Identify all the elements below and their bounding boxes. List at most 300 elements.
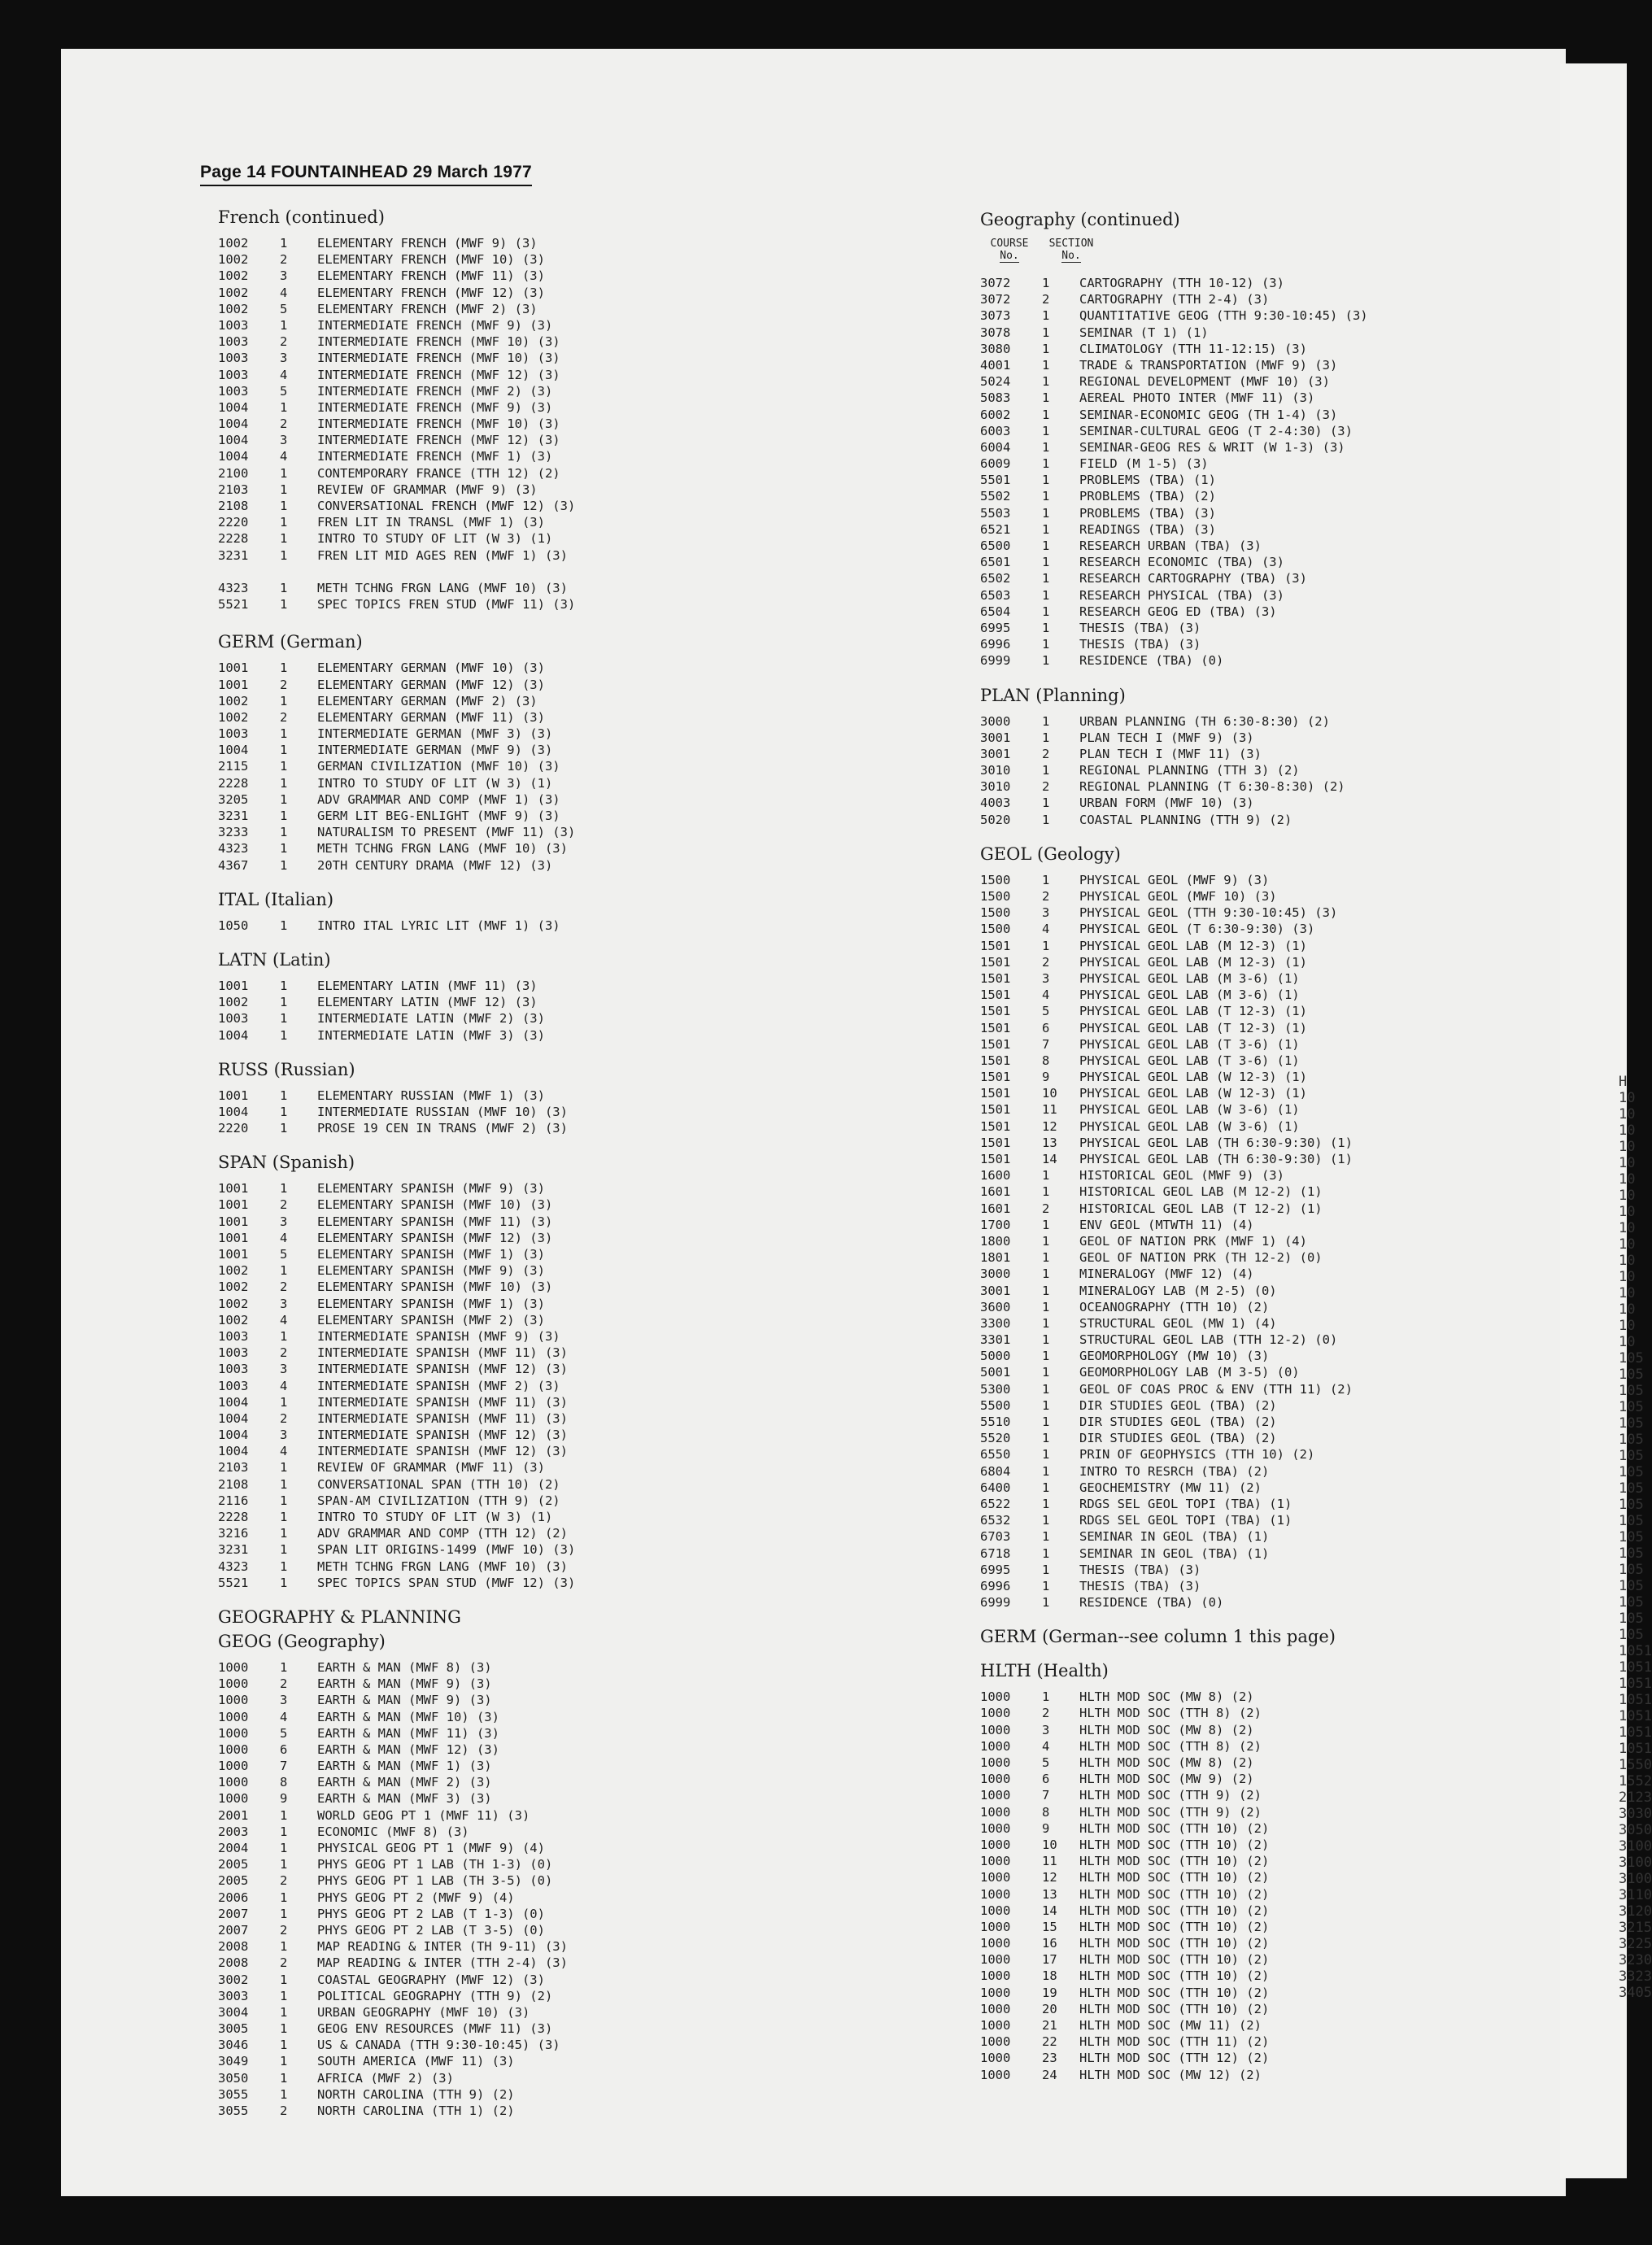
course-title: ELEMENTARY SPANISH (MWF 10) (3): [317, 1197, 553, 1213]
section-number: 1: [280, 775, 288, 791]
course-number: 3005: [218, 2021, 249, 2037]
section-number: 4: [280, 1312, 288, 1327]
course-title: INTERMEDIATE SPANISH (MWF 12) (3): [317, 1428, 568, 1443]
course-row: [980, 1951, 1501, 1968]
course-row: [218, 1676, 673, 1692]
course-number: 2103: [218, 482, 249, 497]
course-row: [980, 1886, 1501, 1903]
course-number: 1500: [980, 889, 1011, 904]
course-title: ELEMENTARY SPANISH (MWF 11) (3): [317, 1214, 553, 1229]
section-number: 5: [280, 1725, 288, 1741]
course-title: CONVERSATIONAL FRENCH (MWF 12) (3): [317, 499, 576, 513]
course-title: REVIEW OF GRAMMAR (MWF 11) (3): [317, 1460, 545, 1476]
section-number: 3: [280, 1362, 288, 1377]
course-row: [980, 1869, 1501, 1885]
course-title: ELEMENTARY RUSSIAN (MWF 1) (3): [317, 1088, 545, 1103]
course-number: 1003: [218, 351, 249, 366]
section-number: 1: [1042, 1217, 1050, 1232]
course-number: 3001: [980, 1283, 1011, 1298]
course-row: [218, 726, 673, 742]
fragment-text: 105: [1619, 1545, 1644, 1562]
course-title: ELEMENTARY SPANISH (MWF 1) (3): [317, 1296, 545, 1311]
course-row: [980, 938, 1501, 954]
course-number: 6718: [980, 1545, 1011, 1561]
course-number: 1050: [218, 918, 249, 933]
fragment-text: 3120: [1619, 1903, 1652, 1920]
course-number: 2220: [218, 1121, 249, 1136]
section-number: 1: [1042, 407, 1050, 422]
course-row: [980, 762, 1501, 778]
section-number: 2: [280, 1955, 288, 1971]
course-number: 3231: [218, 809, 249, 823]
course-row: [218, 824, 673, 840]
course-title: MINERALOGY (MWF 12) (4): [1079, 1266, 1254, 1282]
course-number: 5500: [980, 1397, 1011, 1413]
column-headers: [980, 238, 1501, 262]
course-row: [218, 2070, 673, 2086]
fragment-text: 3405: [1619, 1985, 1652, 2001]
course-row: [218, 1104, 673, 1120]
course-row: [980, 652, 1501, 669]
course-row: [218, 285, 673, 301]
course-title: GEOL OF NATION PRK (TH 12-2) (0): [1079, 1250, 1323, 1266]
course-title: HLTH MOD SOC (MW 12) (2): [1079, 2067, 1262, 2082]
section-number: 6: [1042, 1772, 1050, 1787]
course-number: 1002: [218, 693, 249, 708]
section-number: 1: [280, 1263, 288, 1279]
fragment-text: 3030: [1619, 1806, 1652, 1822]
fragment-text: 1051: [1619, 1659, 1652, 1676]
course-row: [980, 2034, 1501, 2050]
section-number: 1: [1042, 620, 1050, 635]
course-title: GERM LIT BEG-ENLIGHT (MWF 9) (3): [317, 809, 560, 823]
section-number: 4: [280, 1709, 288, 1724]
course-title: RESEARCH GEOG ED (TBA) (3): [1079, 604, 1277, 619]
course-number: 1003: [218, 726, 249, 742]
course-row: [218, 1312, 673, 1328]
course-number: 5521: [218, 1575, 249, 1590]
course-title: ELEMENTARY GERMAN (MWF 2) (3): [317, 693, 538, 708]
course-title: PHYS GEOG PT 1 LAB (TH 1-3) (0): [317, 1857, 553, 1872]
course-row: [980, 472, 1501, 488]
section-number: 4: [280, 367, 288, 382]
course-title: COASTAL GEOGRAPHY (MWF 12) (3): [317, 1972, 545, 1987]
course-section: [218, 890, 673, 934]
course-title: INTERMEDIATE FRENCH (MWF 10) (3): [317, 351, 560, 366]
section-number: 1: [1042, 1513, 1050, 1528]
course-number: 1000: [980, 1903, 1011, 1918]
course-row: [218, 1230, 673, 1246]
course-row: [980, 1528, 1501, 1545]
section-number: 4: [1042, 987, 1050, 1003]
course-number: 6003: [980, 423, 1011, 438]
course-title: RDGS SEL GEOL TOPI (TBA) (1): [1079, 1496, 1292, 1511]
course-title: REGIONAL PLANNING (T 6:30-8:30) (2): [1079, 779, 1345, 795]
course-row: [218, 1972, 673, 1988]
section-number: 2: [280, 1676, 288, 1692]
section-number: 3: [1042, 970, 1050, 986]
section-number: 21: [1042, 2018, 1057, 2033]
section-number: 1: [1042, 1315, 1050, 1331]
course-number: 1000: [980, 1804, 1011, 1820]
section-number: 1: [280, 1121, 288, 1136]
course-row: [218, 564, 673, 580]
course-title: INTERMEDIATE SPANISH (MWF 11) (3): [317, 1394, 568, 1410]
course-number: 1003: [218, 1328, 249, 1344]
course-row: [980, 604, 1501, 620]
course-number: 1002: [218, 1263, 249, 1279]
course-title: PHYSICAL GEOL (MWF 10) (3): [1079, 889, 1277, 904]
course-no-header: [980, 238, 1039, 262]
course-section: [980, 686, 1501, 828]
course-title: HLTH MOD SOC (TTH 9) (2): [1079, 1788, 1262, 1803]
section-number: 1: [280, 1460, 288, 1476]
course-row: [218, 580, 673, 596]
fragment-text: 105: [1619, 1578, 1644, 1594]
course-row: [218, 235, 673, 251]
course-row: [980, 905, 1501, 921]
course-number: 2006: [218, 1890, 249, 1905]
course-number: 1501: [980, 1118, 1011, 1134]
course-title: SPAN-AM CIVILIZATION (TTH 9) (2): [317, 1493, 560, 1508]
course-row: [980, 1545, 1501, 1562]
section-title: SPAN (Spanish): [218, 1153, 355, 1173]
course-number: 1001: [218, 1214, 249, 1229]
course-row: [980, 373, 1501, 390]
course-number: 1000: [980, 1968, 1011, 1984]
section-number: 1: [280, 465, 288, 481]
section-number: 17: [1042, 1952, 1057, 1968]
course-title: HLTH MOD SOC (TTH 10) (2): [1079, 1985, 1270, 2000]
course-number: 1800: [980, 1233, 1011, 1249]
course-number: 2228: [218, 531, 249, 547]
course-number: 1001: [218, 677, 249, 692]
course-number: 1000: [980, 2034, 1011, 2050]
section-number: 5: [1042, 1755, 1050, 1770]
course-title: HLTH MOD SOC (TTH 10) (2): [1079, 1952, 1270, 1968]
fragment-text: 3110: [1619, 1887, 1652, 1903]
section-number: 1: [280, 399, 288, 415]
course-number: 1501: [980, 1036, 1011, 1052]
section-number: 4: [280, 285, 288, 300]
course-title: ELEMENTARY LATIN (MWF 12) (3): [317, 995, 538, 1010]
fragment-text: 3323: [1619, 1968, 1652, 1985]
course-title: PHYSICAL GEOL LAB (M 3-6) (1): [1079, 970, 1300, 986]
course-title: NATURALISM TO PRESENT (MWF 11) (3): [317, 825, 576, 840]
course-row: [218, 2004, 673, 2020]
course-title: ADV GRAMMAR AND COMP (MWF 1) (3): [317, 791, 560, 807]
course-title: PHYSICAL GEOL LAB (M 12-3) (1): [1079, 938, 1307, 953]
course-title: REGIONAL DEVELOPMENT (MWF 10) (3): [1079, 374, 1330, 390]
course-number: 3002: [218, 1972, 249, 1987]
course-row: [218, 268, 673, 284]
course-number: 1000: [980, 1837, 1011, 1852]
section-number: 1: [1042, 308, 1050, 324]
section-number: 1: [280, 978, 288, 993]
course-title: SOUTH AMERICA (MWF 11) (3): [317, 2054, 515, 2069]
section-number: 11: [1042, 1102, 1057, 1118]
course-number: 3001: [980, 730, 1011, 745]
section-number: 3: [280, 1693, 288, 1708]
course-title: SEMINAR (T 1) (1): [1079, 325, 1209, 340]
course-row: [218, 1692, 673, 1708]
course-title: SPEC TOPICS SPAN STUD (MWF 12) (3): [317, 1575, 576, 1590]
course-title: METH TCHNG FRGN LANG (MWF 10) (3): [317, 841, 568, 857]
course-row: [218, 918, 673, 934]
course-title: INTRO TO RESRCH (TBA) (2): [1079, 1463, 1270, 1479]
section-number: 1: [1042, 1595, 1050, 1611]
course-title: GEOL OF NATION PRK (MWF 1) (4): [1079, 1233, 1307, 1249]
course-number: 1001: [218, 1197, 249, 1213]
section-number: 2: [1042, 1706, 1050, 1721]
course-row: [218, 1476, 673, 1493]
course-row: [980, 554, 1501, 570]
section-number: 1: [1042, 276, 1050, 290]
course-row: [980, 1332, 1501, 1348]
course-row: [218, 317, 673, 333]
course-title: INTERMEDIATE FRENCH (MWF 12) (3): [317, 367, 560, 382]
section-number: 4: [1042, 1738, 1050, 1754]
fragment-text: 10: [1619, 1253, 1636, 1269]
course-number: 1002: [218, 268, 249, 284]
section-number: 1: [1042, 473, 1050, 488]
course-row: [980, 1738, 1501, 1755]
course-number: 1700: [980, 1217, 1011, 1232]
course-number: 1001: [218, 1247, 249, 1262]
course-row: [218, 1328, 673, 1345]
course-row: [980, 1020, 1501, 1036]
course-section: [218, 950, 673, 1044]
course-row: [980, 521, 1501, 538]
course-row: [980, 713, 1501, 730]
course-title: HLTH MOD SOC (TTH 10) (2): [1079, 1936, 1270, 1951]
course-number: 2115: [218, 759, 249, 774]
section-number: 1: [280, 1988, 288, 2003]
section-number: 1: [280, 2070, 288, 2086]
course-row: [980, 795, 1501, 811]
course-title: PHYSICAL GEOL LAB (TH 6:30-9:30) (1): [1079, 1135, 1353, 1150]
section-number: 15: [1042, 1919, 1057, 1934]
section-number: 1: [280, 791, 288, 807]
course-row: [218, 1758, 673, 1774]
course-row: [980, 636, 1501, 652]
section-number: 1: [280, 1841, 288, 1855]
section-title: GEOG (Geography): [218, 1631, 386, 1651]
course-number: 1002: [218, 252, 249, 268]
section-number: 14: [1042, 1903, 1057, 1918]
course-title: AEREAL PHOTO INTER (MWF 11) (3): [1079, 390, 1315, 406]
course-row: [980, 1689, 1501, 1705]
fragment-text: 10: [1619, 1269, 1636, 1285]
course-number: 2220: [218, 515, 249, 530]
course-row: [218, 808, 673, 824]
course-number: 4003: [980, 796, 1011, 811]
course-number: 1000: [980, 2051, 1011, 2066]
section-number: 2: [280, 677, 288, 692]
course-title: PLAN TECH I (MWF 9) (3): [1079, 730, 1254, 745]
section-number: 1: [280, 809, 288, 823]
fragment-text: 10: [1619, 1090, 1636, 1106]
section-number: 1: [280, 1181, 288, 1197]
course-number: 1004: [218, 1104, 249, 1119]
course-title: REVIEW OF GRAMMAR (MWF 9) (3): [317, 482, 538, 497]
course-row: [218, 333, 673, 350]
course-title: INTERMEDIATE FRENCH (MWF 10) (3): [317, 416, 560, 432]
course-title: HLTH MOD SOC (TTH 10) (2): [1079, 1820, 1270, 1836]
course-title: PHYSICAL GEOL (MWF 9) (3): [1079, 872, 1270, 887]
section-number: 1: [280, 918, 288, 933]
course-number: 1000: [218, 1791, 249, 1807]
course-row: [980, 325, 1501, 341]
fragment-text: 10: [1619, 1236, 1636, 1253]
course-row: [980, 1233, 1501, 1249]
fragment-text: 105: [1619, 1480, 1644, 1497]
fragment-text: 105: [1619, 1350, 1644, 1367]
course-row: [218, 1361, 673, 1377]
course-number: 1501: [980, 954, 1011, 970]
course-row: [980, 1804, 1501, 1820]
course-title: HLTH MOD SOC (TTH 10) (2): [1079, 1837, 1270, 1852]
section-number: 3: [1042, 905, 1050, 921]
course-title: HLTH MOD SOC (TTH 10) (2): [1079, 1919, 1270, 1934]
section-number: 1: [1042, 1233, 1050, 1249]
course-title: PHYS GEOG PT 1 LAB (TH 3-5) (0): [317, 1873, 553, 1889]
fragment-text: 1051: [1619, 1724, 1652, 1741]
course-row: [980, 1381, 1501, 1397]
course-number: 2228: [218, 1510, 249, 1524]
course-number: 1501: [980, 938, 1011, 953]
course-title: ENV GEOL (MTWTH 11) (4): [1079, 1217, 1254, 1232]
course-title: INTERMEDIATE SPANISH (MWF 11) (3): [317, 1345, 568, 1361]
course-row: [218, 2053, 673, 2069]
course-row: [218, 448, 673, 464]
section-title: French (continued): [218, 207, 385, 227]
course-number: 1000: [980, 1820, 1011, 1836]
course-title: FREN LIT IN TRANSL (MWF 1) (3): [317, 515, 545, 530]
adjacent-page-edge: [1560, 63, 1627, 2178]
course-row: [218, 978, 673, 994]
course-title: EARTH & MAN (MWF 9) (3): [317, 1693, 492, 1708]
course-number: 6996: [980, 637, 1011, 652]
section-number: 1: [1042, 571, 1050, 586]
section-number: 4: [1042, 922, 1050, 937]
section-number: 19: [1042, 1985, 1057, 2000]
course-title: INTRO ITAL LYRIC LIT (MWF 1) (3): [317, 918, 560, 933]
course-row: [980, 1837, 1501, 1853]
fragment-text: 105: [1619, 1562, 1644, 1578]
course-title: INTERMEDIATE LATIN (MWF 2) (3): [317, 1011, 545, 1027]
course-number: 6002: [980, 407, 1011, 422]
course-row: [218, 482, 673, 498]
course-row: [980, 1446, 1501, 1463]
course-title: INTRO TO STUDY OF LIT (W 3) (1): [317, 775, 553, 791]
course-number: 1001: [218, 1230, 249, 1245]
course-number: 2007: [218, 1922, 249, 1938]
section-number: 5: [280, 301, 288, 316]
course-title: INTERMEDIATE GERMAN (MWF 9) (3): [317, 743, 553, 758]
course-row: [980, 1853, 1501, 1869]
course-row: [218, 1197, 673, 1213]
section-number: 1: [1042, 1496, 1050, 1511]
course-number: 1004: [218, 1410, 249, 1426]
section-no-header: [1039, 238, 1104, 262]
course-title: ELEMENTARY FRENCH (MWF 12) (3): [317, 285, 545, 300]
course-title: AFRICA (MWF 2) (3): [317, 2070, 454, 2086]
course-number: 1003: [218, 1011, 249, 1027]
course-row: [218, 1824, 673, 1840]
course-row: [218, 1872, 673, 1889]
section-header-no: No.: [1061, 250, 1081, 262]
course-title: PHYSICAL GEOL LAB (T 3-6) (1): [1079, 1053, 1300, 1068]
course-number: 3003: [218, 1988, 249, 2003]
course-row: [218, 1922, 673, 1938]
section-number: 1: [280, 2086, 288, 2102]
course-title: HLTH MOD SOC (TTH 10) (2): [1079, 1903, 1270, 1918]
course-title: HLTH MOD SOC (MW 9) (2): [1079, 1772, 1254, 1787]
course-number: 1801: [980, 1250, 1011, 1266]
section-number: 1: [280, 743, 288, 758]
course-number: 6009: [980, 456, 1011, 472]
course-number: 1000: [980, 1788, 1011, 1803]
course-title: RESIDENCE (TBA) (0): [1079, 653, 1224, 669]
section-header-label: SECTION: [1048, 238, 1094, 250]
course-number: 6995: [980, 620, 1011, 635]
course-title: RESEARCH PHYSICAL (TBA) (3): [1079, 587, 1284, 603]
section-number: 12: [1042, 1118, 1057, 1134]
course-title: ELEMENTARY SPANISH (MWF 12) (3): [317, 1230, 553, 1245]
course-title: PHYSICAL GEOL LAB (TH 6:30-9:30) (1): [1079, 1152, 1353, 1166]
course-row: [980, 1594, 1501, 1611]
course-number: 1500: [980, 872, 1011, 887]
course-title: ELEMENTARY FRENCH (MWF 2) (3): [317, 301, 538, 316]
section-number: 3: [280, 1296, 288, 1311]
course-number: 3055: [218, 2103, 249, 2118]
course-row: [218, 994, 673, 1010]
section-title: ITAL (Italian): [218, 889, 334, 909]
course-title: TRADE & TRANSPORTATION (MWF 9) (3): [1079, 357, 1338, 373]
course-number: 1004: [218, 1394, 249, 1410]
fragment-text: 1552: [1619, 1773, 1652, 1789]
course-number: 3000: [980, 1266, 1011, 1282]
course-row: [980, 2050, 1501, 2066]
course-row: [980, 1249, 1501, 1266]
section-number: 1: [280, 660, 288, 676]
course-row: [218, 2086, 673, 2103]
course-title: ELEMENTARY GERMAN (MWF 10) (3): [317, 660, 545, 676]
course-number: 6400: [980, 1480, 1011, 1495]
adjacent-page-course-numbers: [1619, 1074, 1652, 2001]
course-number: 1000: [980, 2001, 1011, 2016]
course-title: ELEMENTARY SPANISH (MWF 1) (3): [317, 1247, 545, 1262]
section-number: 1: [1042, 1529, 1050, 1545]
course-number: 6500: [980, 538, 1011, 553]
course-title: 20TH CENTURY DRAMA (MWF 12) (3): [317, 857, 553, 873]
course-title: HLTH MOD SOC (MW 8) (2): [1079, 1755, 1254, 1770]
section-number: 1: [1042, 938, 1050, 953]
section-number: 4: [280, 1378, 288, 1393]
course-title: PHYSICAL GEOL LAB (M 12-3) (1): [1079, 954, 1307, 970]
course-row: [218, 432, 673, 448]
section-number: 7: [280, 1759, 288, 1774]
course-title: CARTOGRAPHY (TTH 10-12) (3): [1079, 276, 1284, 290]
section-number: 1: [1042, 505, 1050, 521]
course-number: 5521: [218, 597, 249, 612]
course-row: [218, 1709, 673, 1725]
section-title: GEOL (Geology): [980, 844, 1121, 864]
section-number: 1: [280, 547, 288, 563]
course-header-label: COURSE: [990, 238, 1029, 250]
course-number: 3233: [218, 825, 249, 840]
